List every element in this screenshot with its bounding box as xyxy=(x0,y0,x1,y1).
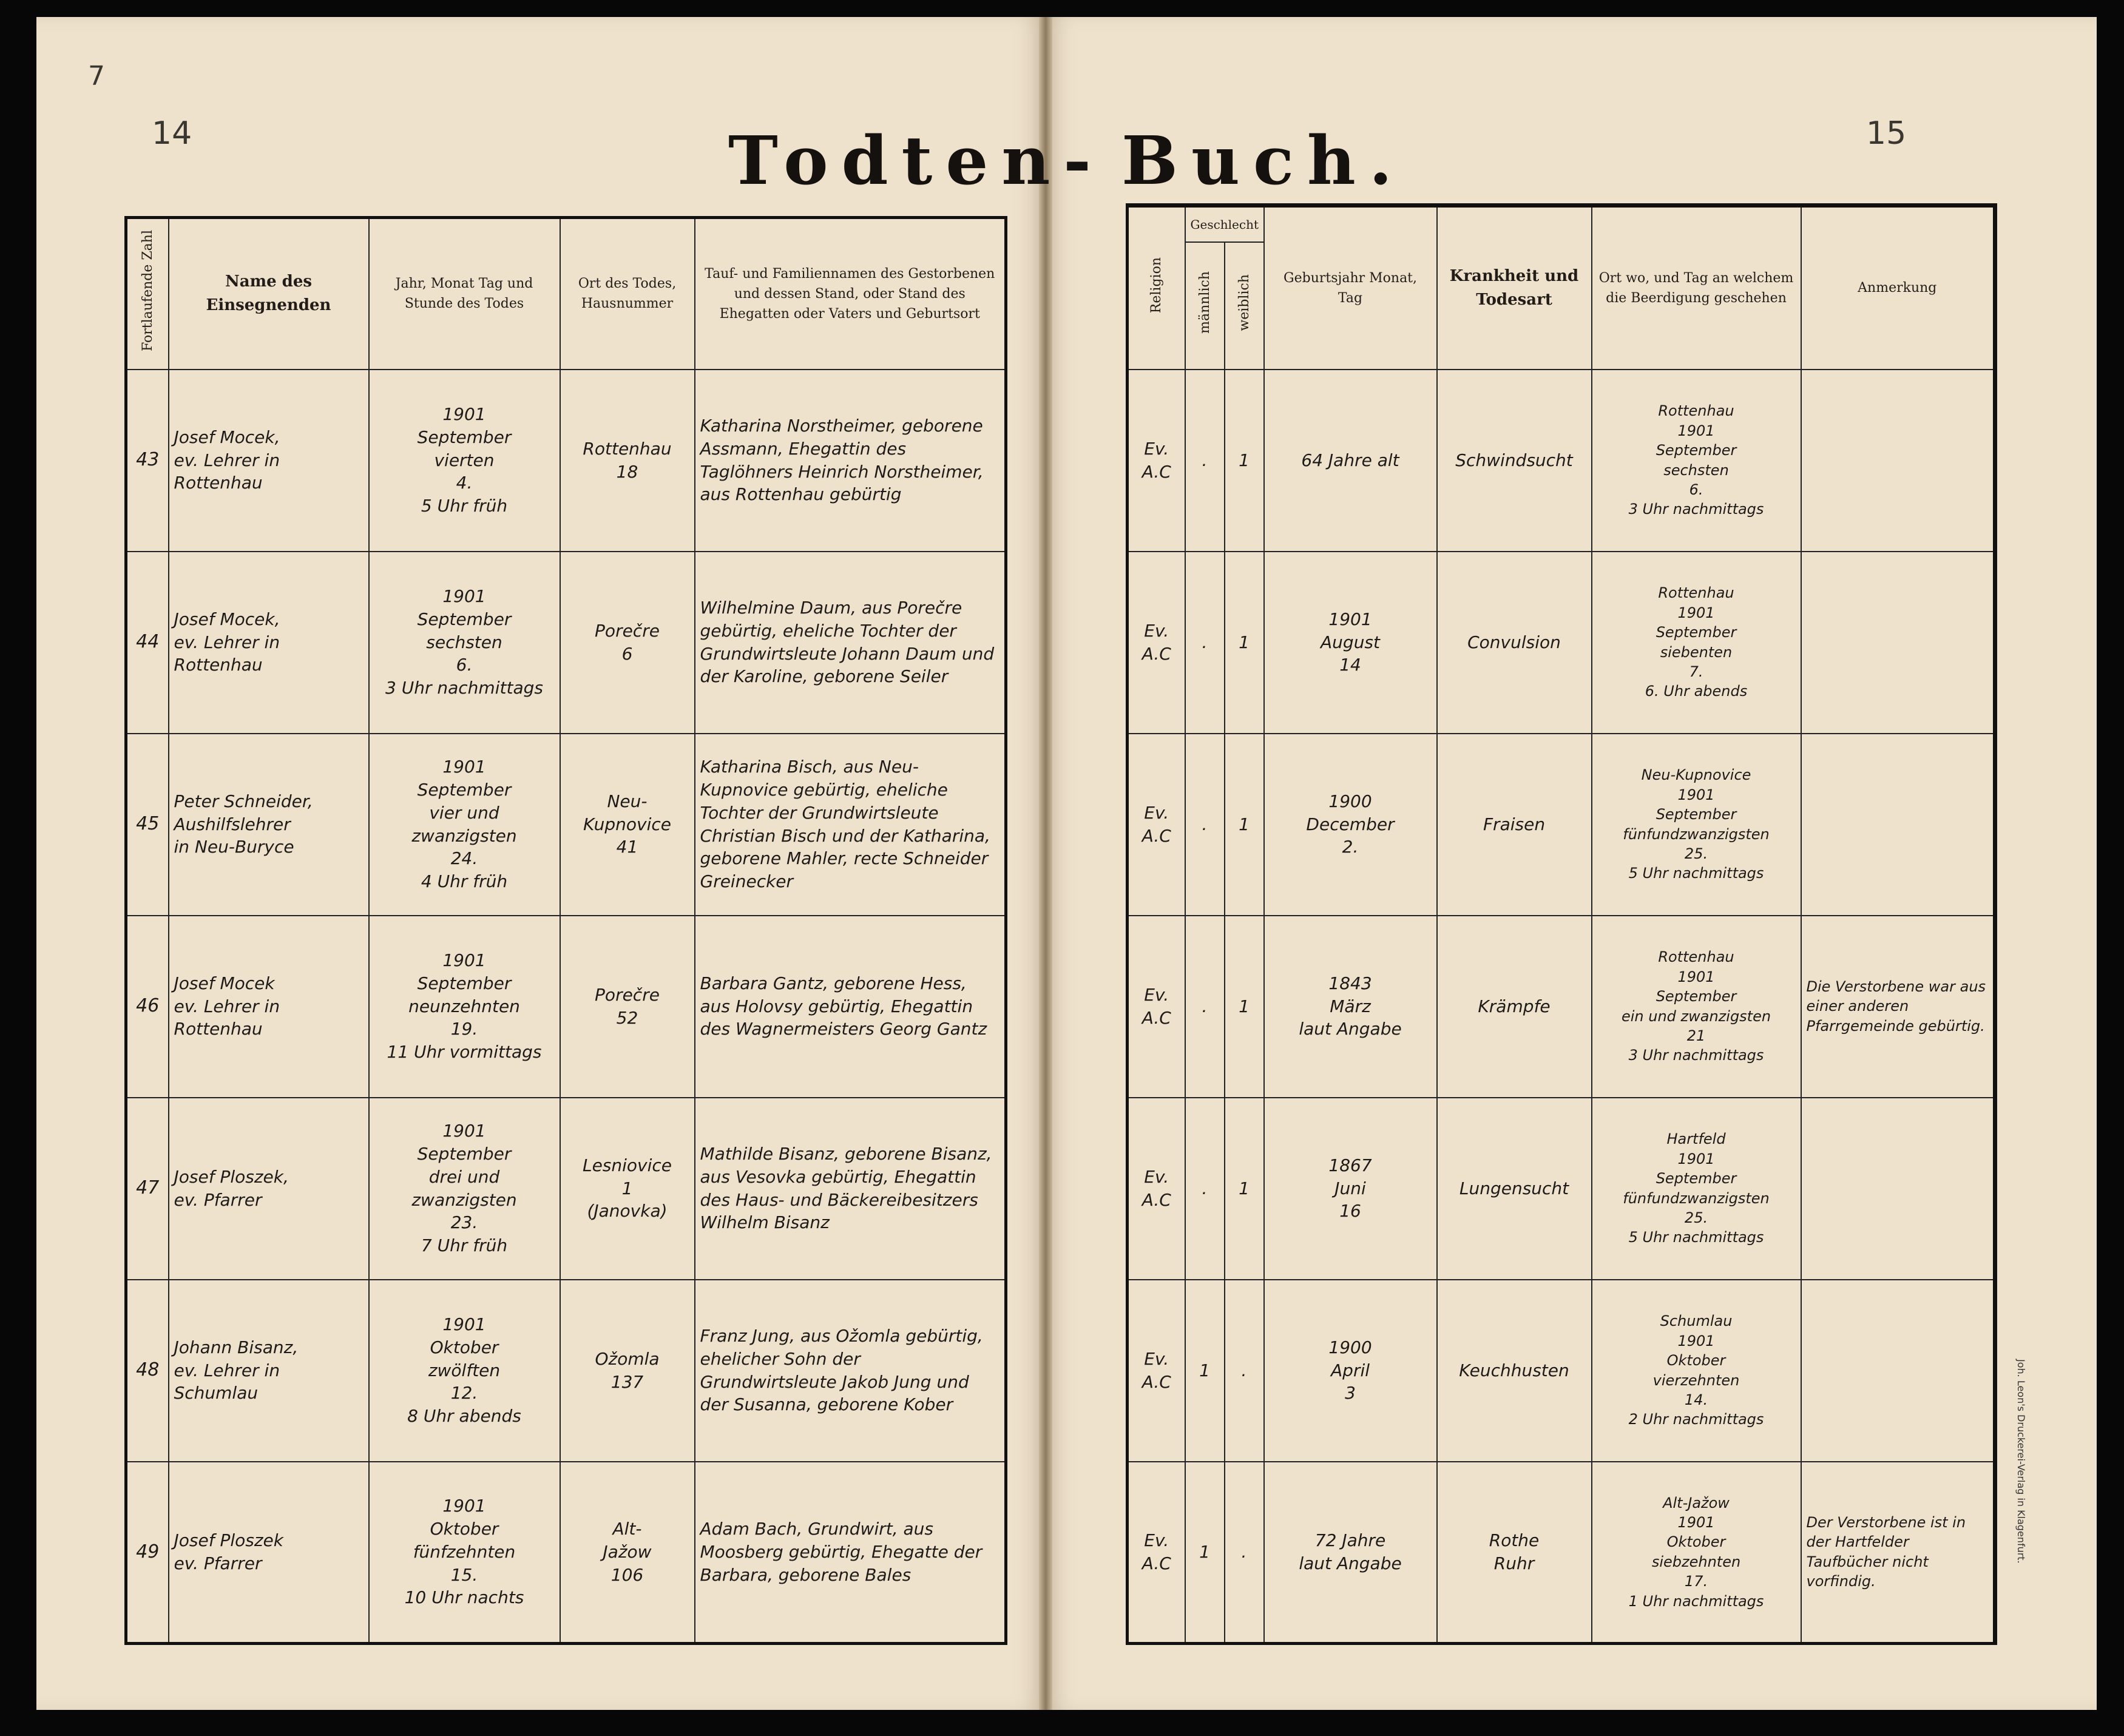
birth-cell: 1867 Juni 16 xyxy=(1264,1098,1437,1280)
header-male: männlich xyxy=(1185,242,1225,370)
female-cell: . xyxy=(1225,1280,1264,1462)
deceased-cell: Barbara Gantz, geborene Hess, aus Holovsy gebürtig, Ehegattin des Wagnermeisters Georg Gantz xyxy=(695,916,1006,1098)
religion-cell: Ev. A.C xyxy=(1128,552,1185,734)
left-table-row xyxy=(126,734,1006,916)
birth-cell: 72 Jahre laut Angabe xyxy=(1264,1462,1437,1644)
header-running-number: Fortlaufende Zahl xyxy=(126,218,169,370)
death-date-cell: 1901 September vierten 4. 5 Uhr früh xyxy=(369,370,560,552)
remark-cell xyxy=(1801,734,1995,916)
female-cell: . xyxy=(1225,1462,1264,1644)
male-cell: . xyxy=(1185,1098,1225,1280)
header-female: weiblich xyxy=(1225,242,1264,370)
death-date-cell: 1901 September neunzehnten 19. 11 Uhr vormittags xyxy=(369,916,560,1098)
religion-cell: Ev. A.C xyxy=(1128,916,1185,1098)
illness-cell: Keuchhusten xyxy=(1437,1280,1592,1462)
header-illness: Krankheit und Todesart xyxy=(1437,206,1592,370)
header-burial: Ort wo, und Tag an welchem die Beerdigung geschehen xyxy=(1592,206,1801,370)
row-number: 49 xyxy=(126,1462,169,1644)
header-officiant: Name des Einsegnenden xyxy=(169,218,369,370)
deceased-cell: Katharina Bisch, aus Neu-Kupnovice gebürtig, eheliche Tochter der Grundwirtsleute Christian Bisch und der Katharina, geborene Mahler, recte Schneider Greinecker xyxy=(695,734,1006,916)
male-cell: 1 xyxy=(1185,1462,1225,1644)
death-place-cell: Porečre 52 xyxy=(560,916,695,1098)
header-sex: Geschlecht xyxy=(1185,206,1264,242)
female-cell: 1 xyxy=(1225,552,1264,734)
death-place-cell: Ožomla 137 xyxy=(560,1280,695,1462)
left-table-row xyxy=(126,552,1006,734)
illness-cell: Rothe Ruhr xyxy=(1437,1462,1592,1644)
death-place-cell: Porečre 6 xyxy=(560,552,695,734)
burial-cell: Hartfeld 1901 September fünfundzwanzigsten 25. 5 Uhr nachmittags xyxy=(1592,1098,1801,1280)
right-table-row xyxy=(1128,1098,1995,1280)
header-remark: Anmerkung xyxy=(1801,206,1995,370)
deceased-cell: Adam Bach, Grundwirt, aus Moosberg gebürtig, Ehegatte der Barbara, geborene Bales xyxy=(695,1462,1006,1644)
religion-cell: Ev. A.C xyxy=(1128,734,1185,916)
remark-cell xyxy=(1801,1098,1995,1280)
male-cell: 1 xyxy=(1185,1280,1225,1462)
birth-cell: 1900 April 3 xyxy=(1264,1280,1437,1462)
death-date-cell: 1901 September vier und zwanzigsten 24. 4 Uhr früh xyxy=(369,734,560,916)
death-date-cell: 1901 September sechsten 6. 3 Uhr nachmittags xyxy=(369,552,560,734)
female-cell: 1 xyxy=(1225,370,1264,552)
officiant-cell: Peter Schneider, Aushilfslehrer in Neu-Buryce xyxy=(169,734,369,916)
deceased-cell: Franz Jung, aus Ožomla gebürtig, ehelicher Sohn der Grundwirtsleute Jakob Jung und der Susanna, geborene Kober xyxy=(695,1280,1006,1462)
burial-cell: Rottenhau 1901 September ein und zwanzigsten 21 3 Uhr nachmittags xyxy=(1592,916,1801,1098)
left-page-number: 14 xyxy=(152,115,192,152)
row-number: 44 xyxy=(126,552,169,734)
male-cell: . xyxy=(1185,734,1225,916)
death-place-cell: Rottenhau 18 xyxy=(560,370,695,552)
row-number: 48 xyxy=(126,1280,169,1462)
right-table-row xyxy=(1128,552,1995,734)
remark-cell: Die Verstorbene war aus einer anderen Pfarrgemeinde gebürtig. xyxy=(1801,916,1995,1098)
right-page-number: 15 xyxy=(1866,115,1907,152)
header-death-place: Ort des Todes, Hausnummer xyxy=(560,218,695,370)
female-cell: 1 xyxy=(1225,916,1264,1098)
right-table-row xyxy=(1128,370,1995,552)
row-number: 43 xyxy=(126,370,169,552)
left-table-row xyxy=(126,1098,1006,1280)
left-register-table xyxy=(124,216,1007,1645)
right-table-row xyxy=(1128,916,1995,1098)
officiant-cell: Josef Mocek, ev. Lehrer in Rottenhau xyxy=(169,552,369,734)
header-birth: Geburtsjahr Monat, Tag xyxy=(1264,206,1437,370)
header-religion: Religion xyxy=(1128,206,1185,370)
death-date-cell: 1901 September drei und zwanzigsten 23. 7 Uhr früh xyxy=(369,1098,560,1280)
illness-cell: Lungensucht xyxy=(1437,1098,1592,1280)
religion-cell: Ev. A.C xyxy=(1128,1462,1185,1644)
left-table-row xyxy=(126,916,1006,1098)
death-place-cell: Neu- Kupnovice 41 xyxy=(560,734,695,916)
left-table-row xyxy=(126,370,1006,552)
right-register-table xyxy=(1126,203,1997,1645)
male-cell: . xyxy=(1185,552,1225,734)
illness-cell: Krämpfe xyxy=(1437,916,1592,1098)
left-page-title: Todten- xyxy=(728,121,1104,200)
death-date-cell: 1901 Oktober fünfzehnten 15. 10 Uhr nachts xyxy=(369,1462,560,1644)
row-number: 45 xyxy=(126,734,169,916)
death-place-cell: Alt- Jažow 106 xyxy=(560,1462,695,1644)
remark-cell xyxy=(1801,1280,1995,1462)
book-gutter xyxy=(1039,17,1052,1710)
deceased-cell: Wilhelmine Daum, aus Porečre gebürtig, eheliche Tochter der Grundwirtsleute Johann Daum und der Karoline, geborene Seiler xyxy=(695,552,1006,734)
burial-cell: Rottenhau 1901 September sechsten 6. 3 Uhr nachmittags xyxy=(1592,370,1801,552)
officiant-cell: Johann Bisanz, ev. Lehrer in Schumlau xyxy=(169,1280,369,1462)
row-number: 47 xyxy=(126,1098,169,1280)
right-table-row xyxy=(1128,1462,1995,1644)
burial-cell: Alt-Jažow 1901 Oktober siebzehnten 17. 1 Uhr nachmittags xyxy=(1592,1462,1801,1644)
officiant-cell: Josef Ploszek ev. Pfarrer xyxy=(169,1462,369,1644)
illness-cell: Schwindsucht xyxy=(1437,370,1592,552)
right-table-row xyxy=(1128,734,1995,916)
left-table-row xyxy=(126,1462,1006,1644)
male-cell: . xyxy=(1185,916,1225,1098)
right-table-row xyxy=(1128,1280,1995,1462)
printer-imprint: Joh. Leon's Druckerei-Verlag in Klagenfurt. xyxy=(2015,1359,2027,1564)
officiant-cell: Josef Ploszek, ev. Pfarrer xyxy=(169,1098,369,1280)
illness-cell: Convulsion xyxy=(1437,552,1592,734)
left-table-row xyxy=(126,1280,1006,1462)
birth-cell: 64 Jahre alt xyxy=(1264,370,1437,552)
burial-cell: Schumlau 1901 Oktober vierzehnten 14. 2 Uhr nachmittags xyxy=(1592,1280,1801,1462)
header-deceased: Tauf- und Familiennamen des Gestorbenen und dessen Stand, oder Stand des Ehegatten oder Vaters und Geburtsort xyxy=(695,218,1006,370)
birth-cell: 1843 März laut Angabe xyxy=(1264,916,1437,1098)
remark-cell: Der Verstorbene ist in der Hartfelder Taufbücher nicht vorfindig. xyxy=(1801,1462,1995,1644)
religion-cell: Ev. A.C xyxy=(1128,1280,1185,1462)
male-cell: . xyxy=(1185,370,1225,552)
remark-cell xyxy=(1801,552,1995,734)
death-date-cell: 1901 Oktober zwölften 12. 8 Uhr abends xyxy=(369,1280,560,1462)
remark-cell xyxy=(1801,370,1995,552)
page-marker: 7 xyxy=(88,61,105,92)
officiant-cell: Josef Mocek, ev. Lehrer in Rottenhau xyxy=(169,370,369,552)
religion-cell: Ev. A.C xyxy=(1128,370,1185,552)
illness-cell: Fraisen xyxy=(1437,734,1592,916)
header-death-date: Jahr, Monat Tag und Stunde des Todes xyxy=(369,218,560,370)
birth-cell: 1901 August 14 xyxy=(1264,552,1437,734)
burial-cell: Neu-Kupnovice 1901 September fünfundzwanzigsten 25. 5 Uhr nachmittags xyxy=(1592,734,1801,916)
burial-cell: Rottenhau 1901 September siebenten 7. 6. Uhr abends xyxy=(1592,552,1801,734)
female-cell: 1 xyxy=(1225,1098,1264,1280)
deceased-cell: Mathilde Bisanz, geborene Bisanz, aus Vesovka gebürtig, Ehegattin des Haus- und Bäckereibesitzers Wilhelm Bisanz xyxy=(695,1098,1006,1280)
officiant-cell: Josef Mocek ev. Lehrer in Rottenhau xyxy=(169,916,369,1098)
deceased-cell: Katharina Norstheimer, geborene Assmann, Ehegattin des Taglöhners Heinrich Norstheimer, aus Rottenhau gebürtig xyxy=(695,370,1006,552)
female-cell: 1 xyxy=(1225,734,1264,916)
birth-cell: 1900 December 2. xyxy=(1264,734,1437,916)
right-page-title: Buch. xyxy=(1121,121,1406,200)
religion-cell: Ev. A.C xyxy=(1128,1098,1185,1280)
death-place-cell: Lesniovice 1 (Janovka) xyxy=(560,1098,695,1280)
row-number: 46 xyxy=(126,916,169,1098)
